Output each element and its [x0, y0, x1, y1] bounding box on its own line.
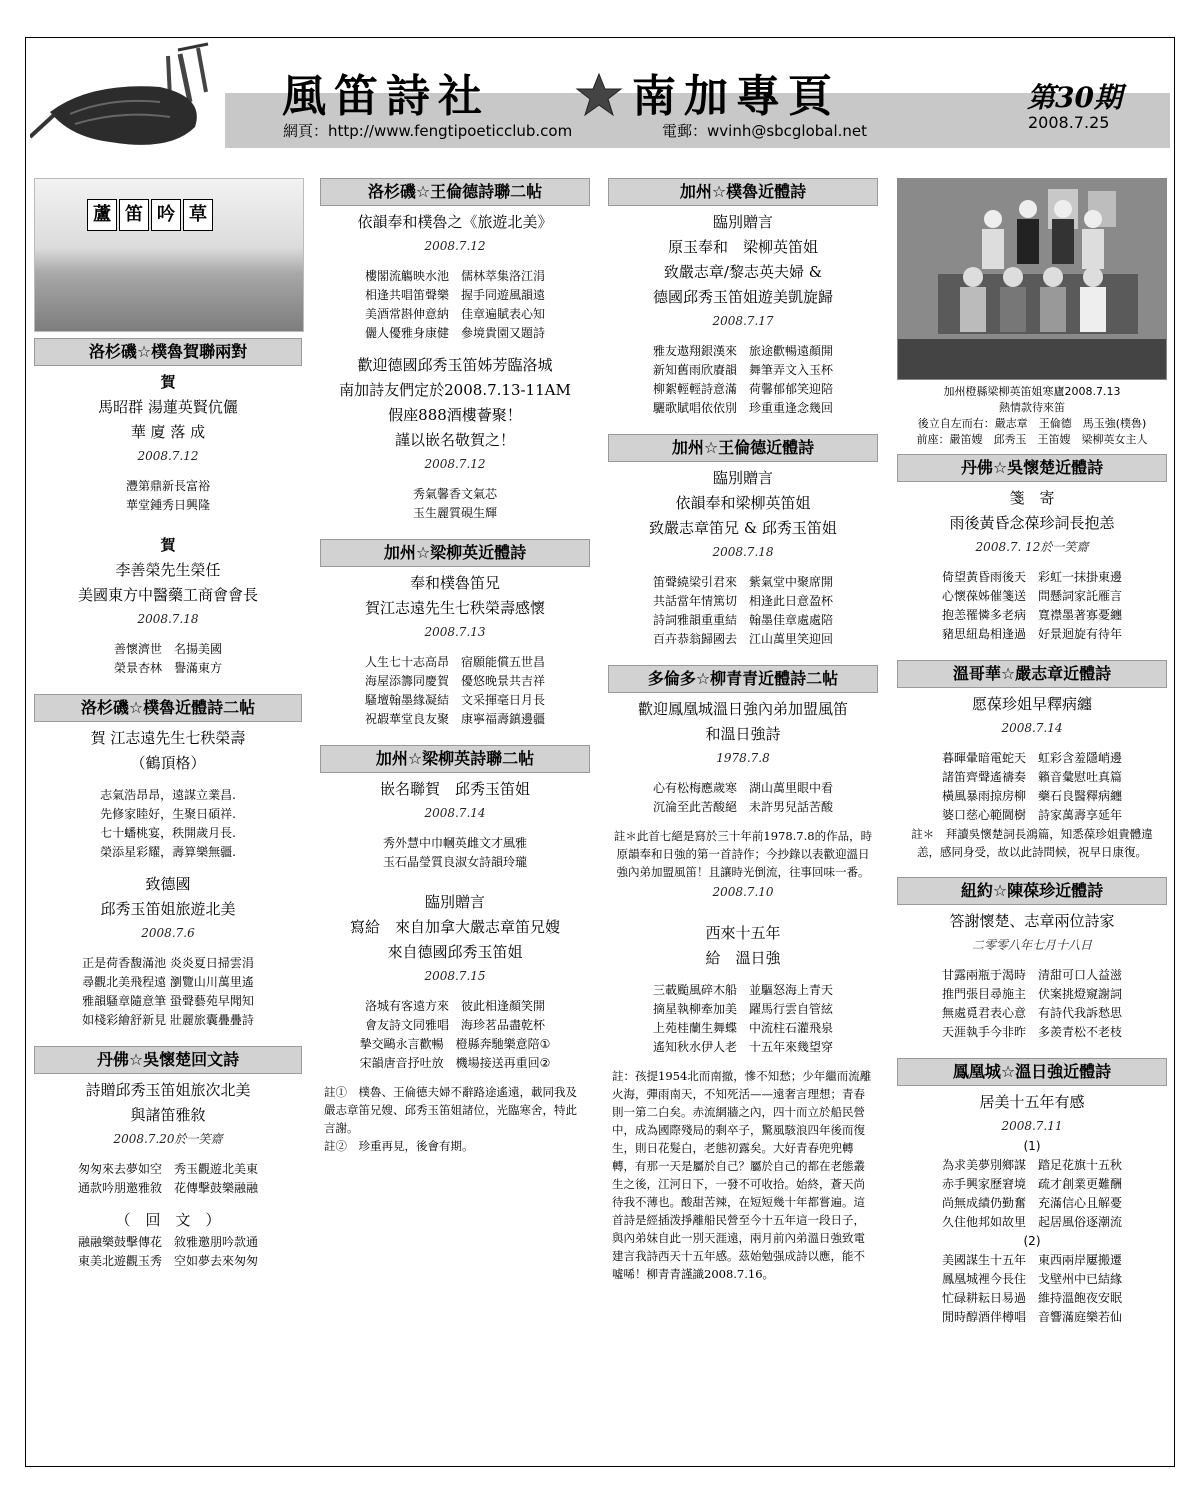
poem-title: 歡迎德國邱秀玉笛姊芳臨洛城: [357, 356, 553, 374]
poem-line: 融融樂鼓擊傳花 敘雅邀朋吟款通: [77, 1235, 258, 1249]
section-header: 加州☆樸魯近體詩: [608, 178, 878, 206]
poem-title: 愿葆珍姐早釋病纏: [971, 695, 1092, 713]
section-header: 丹佛☆吳懷楚近體詩: [897, 454, 1167, 482]
poem-line: 柳絮輕輕詩意滿 荷馨郁郁笑迎陪: [652, 382, 833, 396]
poem-title: 致嚴志章/黎志英夫婦 &: [663, 263, 823, 281]
poem-line: 婆口慈心範閫樹 詩家萬壽享延年: [941, 808, 1122, 822]
poem-date: 二零零八年七月十八日: [971, 938, 1092, 952]
poem-line: 雅韻騷章隨意筆 蛩聲藝苑早聞知: [82, 994, 254, 1008]
poem-date: 2008.7.12: [424, 457, 486, 471]
poem-line: 東美北遊觀玉秀 空如夢去來匆匆: [77, 1254, 258, 1268]
poem-title: 寫給 來自加拿大嚴志章笛兄嫂: [349, 918, 560, 936]
poem-title: 和溫日強詩: [705, 725, 781, 743]
poem-line: 美酒常斟伸意納 佳章遍賦表心知: [364, 307, 545, 321]
poem-line: 樓閣流觴映水池 儒林萃集洛江涓: [364, 269, 545, 283]
poem-title: 給 溫日強: [705, 949, 781, 967]
footnote: 註＊ 拜讀吳懷楚詞長鴻篇，知悉葆珍姐貴體違恙，感同身受，故以此詩問候，祝早日康復。: [911, 827, 1153, 859]
poem-title: 來自德國邱秀玉笛姐: [387, 943, 523, 961]
poem-line: 海屋添籌同慶賀 優悠晚景共吉祥: [364, 674, 545, 688]
poem-date: 2008.7.20於一笑齋: [113, 1132, 223, 1146]
poem-date: 2008.7.18: [712, 545, 774, 559]
poem-date: 2008.7.15: [424, 969, 486, 983]
footnote: 註① 樸魯、王倫德夫婦不辭路途遙遠，載同我及嚴志章笛兄嫂、邱秀玉笛姐諸位，光臨寒舍，特此言謝。 註② 珍重再見，後會有期。: [324, 1085, 577, 1153]
section-header: 多倫多☆柳青青近體詩二帖: [608, 665, 878, 693]
poem-line: 推門張目尋施主 伏案挑燈窺謝詞: [941, 987, 1122, 1001]
poem-title: 假座888酒樓薈聚！: [388, 406, 522, 424]
poem-line: 摯交鷗永言歡暢 橙縣奔馳樂意陪①: [359, 1037, 551, 1051]
poem-title: 臨別贈言: [424, 893, 485, 911]
footnote: 註：孩提1954北而南撤，慘不知愁；少年繼而流離火海，彈雨南天，不知死活——遠奢言理想；青春則一第二白矣。赤流網牆之內，四十而立於船民營中，成為國際殘局的剩卒子，驚風駭浪四年後而復生，則日花髮白，老態初露矣。大好青春兜兜轉轉，有那一天是屬於自己？屬於自己的都在老態叢生之後，江河日下，一發不可收拾。始終，蒼天尚待我不薄也。酸甜苦辣，在短短幾十年都嘗遍。這首詩是經插泼掙離船民營至今十五年這一段日子，與內弟妹自此一別天涯遠，兩月前內弟溫日強致電建言我詩西天十五年感。茲始勉强成詩以應，能不噓唏！柳青青謹識2008.7.16。: [612, 1069, 872, 1281]
poem-date: 2008.7.10: [712, 885, 774, 899]
poem-title: 賀: [160, 373, 176, 391]
poem-title: 賀 江志遠先生七秩榮壽: [90, 729, 246, 747]
poem-line: 洛城有客遠方來 彼此相逢顏笑開: [364, 999, 545, 1013]
group-photo-figures: [898, 179, 1166, 379]
poem-title: 邱秀玉笛姐旅遊北美: [100, 900, 236, 918]
poem-title: 德國邱秀玉笛姐遊美凱旋歸: [652, 288, 833, 306]
poem-title: 致嚴志章笛兄 & 邱秀玉笛姐: [649, 519, 837, 537]
poem-line: 如棧彩繪舒新見 壯麗旅囊疊疊詩: [82, 1013, 254, 1027]
poem-line: 為求美夢別鄉謀 踏足花旗十五秋: [941, 1158, 1122, 1172]
poem-title: 南加詩友們定於2008.7.13-11AM: [339, 381, 571, 399]
poem-date: 2008.7.6: [141, 926, 195, 940]
issue-number: 第30期: [1027, 81, 1122, 114]
poem-date: 2008.7.13: [424, 625, 486, 639]
poem-line: 豬思紐島相逢過 好景迴旋有待年: [941, 627, 1122, 641]
poem-line: 驪歌賦唱依依別 珍重重逢念幾回: [652, 401, 833, 415]
wheat-field-photo: [34, 178, 304, 332]
poem-date: 1978.7.8: [716, 751, 770, 765]
poem-line: 榮景杏林 譽滿東方: [113, 661, 222, 675]
masthead-title-left: 風笛詩社: [282, 71, 490, 122]
poem-title: 賀: [160, 536, 176, 554]
poem-line: 天涯執手今非昨 多羨青松不老枝: [941, 1025, 1122, 1039]
poem-date: 2008.7. 12於一笑齋: [975, 540, 1089, 554]
poem-date: 2008.7.18: [137, 612, 199, 626]
poem-line: 鳳凰城裡今長住 戈壁州中已結緣: [941, 1272, 1122, 1286]
poem-line: 心懷葆姊催箋送 問懸詞家託雁言: [941, 589, 1122, 603]
section-header: 加州☆王倫德近體詩: [608, 434, 878, 462]
column-2: [320, 178, 590, 1155]
poem-date: 2008.7.11: [1001, 1119, 1063, 1133]
poem-line: 諸笛齊聲遙禱奏 籟音彙慰吐真篇: [941, 770, 1122, 784]
poem-title: 謹以嵌名敬賀之！: [394, 431, 515, 449]
poem-line: 摘星執柳牽加美 躍馬行雲自管絃: [652, 1002, 833, 1016]
poem-line: 暮暉暈暗電蛇天 虹彩含羞隱峭邊: [941, 751, 1122, 765]
poem-number: (1): [1023, 1139, 1041, 1153]
poem-title: 答謝懷楚、志章兩位詩家: [949, 912, 1115, 930]
poem-line: 上苑桂蘭生舞蝶 中流柱石灌飛泉: [652, 1021, 833, 1035]
poem-line: 抱恙罹憐多老病 寬襟墨著寡憂纏: [941, 608, 1122, 622]
poem-title: 依韻奉和樸魯之《旅遊北美》: [357, 213, 553, 231]
photo-caption: 加州橙縣梁柳英笛姐寒廬2008.7.13: [943, 385, 1121, 398]
photo-caption: 前座：嚴笛嫂 邱秀玉 王笛嫂 梁柳英女主人: [916, 433, 1148, 446]
poem-line: 華堂鍾秀日興隆: [125, 498, 210, 512]
section-header: 洛杉磯☆王倫德詩聯二帖: [320, 178, 590, 206]
poem-title: 西來十五年: [705, 924, 781, 942]
photo-caption: 後立自左而右：嚴志章 王倫德 馬玉強(樸魯): [917, 417, 1147, 430]
poem-line: 橫風暴雨掠房柳 藥石良醫釋病纏: [941, 789, 1122, 803]
poem-line: 先修家睦好，生聚日碩祥.: [100, 807, 236, 821]
website-link[interactable]: 網頁：http://www.fengtipoeticclub.com: [283, 122, 573, 140]
poem-title: （ 回 文 ）: [115, 1211, 221, 1229]
poem-line: 祝嘏華堂良友聚 康寧福壽鎮邊疆: [364, 712, 545, 726]
section-header: 溫哥華☆嚴志章近體詩: [897, 660, 1167, 688]
poem-line: 赤手興家歷窘境 疏才創業更難酬: [941, 1177, 1122, 1191]
poem-line: 共話當年情篤切 相逢此日意盈杯: [652, 594, 833, 608]
poem-line: 雅友遨翔銀漢來 旅途歡暢遠顏開: [652, 344, 833, 358]
poem-line: 榮添星彩耀，壽算樂無疆.: [100, 845, 236, 859]
poem-line: 宋韻唐音抒吐放 機場接送再重回②: [359, 1056, 551, 1070]
photo-label-char: 草: [183, 199, 213, 231]
star-icon: [575, 72, 623, 118]
poem-title: 致德國: [145, 875, 191, 893]
photo-caption: 熱情款待來笛: [999, 401, 1065, 414]
poem-title: 李善榮先生榮任: [115, 561, 221, 579]
poem-title: 箋 寄: [1009, 489, 1055, 507]
photo-label-char: 吟: [151, 199, 181, 231]
poem-title: 馬昭群 湯蓮英賢伉儷: [98, 398, 238, 416]
footnote: 註＊此首七絕是寫於三十年前1978.7.8的作品，時原韻奉和日強的第一首詩作；今抄錄以表歡迎溫日強內弟加盟風笛！且讓時光倒流，往事回味一番。: [613, 829, 873, 879]
poem-date: 2008.7.17: [712, 314, 774, 328]
poem-line: 倚望黃昏雨後天 彩虹一抹掛東邊: [941, 570, 1122, 584]
section-header: 洛杉磯☆樸魯賀聯兩對: [34, 338, 302, 366]
poem-title: 居美十五年有感: [979, 1093, 1085, 1111]
group-photo: [897, 178, 1167, 380]
email-link[interactable]: 電郵：wvinh@sbcglobal.net: [662, 122, 868, 140]
section-header: 加州☆梁柳英近體詩: [320, 539, 590, 567]
poem-title: 與諸笛雅敘: [130, 1106, 206, 1124]
poem-line: 會友詩文同雅唱 海珍茗品盡乾杯: [364, 1018, 545, 1032]
poem-title: 臨別贈言: [712, 213, 773, 231]
poem-line: 閒時醇酒伴樽唱 音響滿庭樂若仙: [941, 1310, 1122, 1324]
poem-title: 奉和樸魯笛兄: [409, 574, 500, 592]
bagpipe-icon: [30, 42, 220, 157]
poem-line: 人生七十志高昂 宿願能償五世昌: [364, 655, 545, 669]
poem-line: 尋觀北美飛程遠 瀏覽山川萬里遙: [82, 975, 254, 989]
poem-line: 匆匆來去夢如空 秀玉觀遊北美東: [77, 1162, 258, 1176]
poem-date: 2008.7.14: [424, 806, 486, 820]
photo-label-char: 笛: [119, 199, 149, 231]
column-3: [608, 178, 878, 1283]
masthead-title-right: 南加專頁: [632, 71, 840, 122]
poem-line: 相逢共唱笛聲樂 握手同遊風韻遠: [364, 288, 545, 302]
poem-line: 詩詞雅韻重重結 翰墨佳章處處陪: [652, 613, 833, 627]
poem-title: 詩贈邱秀玉笛姐旅次北美: [85, 1081, 251, 1099]
poem-line: 正是荷香馥滿池 炎炎夏日掃雲涓: [82, 956, 254, 970]
section-header: 丹佛☆吳懷楚回文詩: [34, 1046, 302, 1074]
poem-title: （鶴頂格）: [130, 754, 206, 772]
issue-date: 2008.7.25: [1028, 113, 1110, 132]
poem-line: 三載颱風碎木船 並驅怒海上青天: [652, 983, 833, 997]
poem-line: 百卉恭翁歸國去 江山萬里笑迎回: [652, 632, 833, 646]
poem-line: 沉淪至此苦酸絕 未許男兒話苦酸: [652, 800, 833, 814]
poem-title: 依韻奉和梁柳英笛姐: [675, 494, 811, 512]
poem-date: 2008.7.12: [424, 239, 486, 253]
poem-line: 美國謀生十五年 東西兩岸屢搬遷: [941, 1253, 1122, 1267]
column-1: [34, 178, 302, 1271]
section-header: 紐約☆陳葆珍近體詩: [897, 877, 1167, 905]
poem-title: 雨後黃昏念葆珍詞長抱恙: [949, 514, 1115, 532]
poem-title: 嵌名聯賀 邱秀玉笛姐: [379, 780, 530, 798]
section-header: 加州☆梁柳英詩聯二帖: [320, 745, 590, 773]
poem-title: 美國東方中醫藥工商會會長: [77, 586, 258, 604]
poem-line: 儷人優雅身康健 參境貴園又題詩: [364, 326, 545, 340]
poem-number: (2): [1023, 1234, 1041, 1248]
poem-line: 遙知秋水伊人老 十五年來幾望穿: [652, 1040, 833, 1054]
photo-label-char: 蘆: [87, 199, 117, 231]
poem-line: 久住他邦如故里 起居風俗逐潮流: [941, 1215, 1122, 1229]
poem-line: 七十蟠桃宴，秩開歲月長.: [100, 826, 236, 840]
poem-title: 歡迎鳳凰城溫日強內弟加盟風笛: [637, 700, 848, 718]
poem-line: 忙碌耕耘日易過 維持溫飽夜安眠: [941, 1291, 1122, 1305]
poem-title: 原玉奉和 梁柳英笛姐: [667, 238, 818, 256]
poem-line: 尚無成績仍勤奮 充滿信心且解憂: [941, 1196, 1122, 1210]
poem-line: 新知舊雨欣賡韻 舞筆弄文入玉杯: [652, 363, 833, 377]
poem-title: 華 廈 落 成: [130, 423, 206, 441]
poem-line: 玉生麗質硯生輝: [412, 506, 497, 520]
poem-line: 志氣浩昂昂，遠謀立業昌.: [100, 788, 236, 802]
poem-line: 灃第鼎新長富裕: [125, 479, 210, 493]
poem-line: 善懷濟世 名揚美國: [113, 642, 222, 656]
poem-line: 騷壇翰墨緣凝結 文采揮毫日月長: [364, 693, 545, 707]
poem-line: 通款吟朋邀雅敘 花傳擊鼓樂融融: [77, 1181, 258, 1195]
poem-line: 秀氣馨香文氣芯: [412, 487, 497, 501]
poem-date: 2008.7.12: [137, 449, 199, 463]
poem-date: 2008.7.14: [1001, 721, 1063, 735]
section-header: 洛杉磯☆樸魯近體詩二帖: [34, 694, 302, 722]
poem-line: 玉石晶瑩質良淑女詩韻玲瓏: [382, 855, 527, 869]
poem-line: 無處覓君表心意 有詩代我訴愁思: [941, 1006, 1122, 1020]
section-header: 鳳凰城☆溫日強近體詩: [897, 1058, 1167, 1086]
photo-label: [87, 199, 213, 231]
poem-line: 秀外慧中巾幗英雌文才風雅: [382, 836, 527, 850]
poem-title: 賀江志遠先生七秩榮壽感懷: [364, 599, 545, 617]
poem-line: 心有松梅應歲寒 湖山萬里眼中看: [652, 781, 833, 795]
column-4: [897, 178, 1167, 1327]
poem-line: 甘露兩瓶于渴時 清甜可口人益滋: [941, 968, 1122, 982]
poem-line: 笛聲繞梁引君來 紫氣堂中聚席開: [652, 575, 833, 589]
poem-title: 臨別贈言: [712, 469, 773, 487]
